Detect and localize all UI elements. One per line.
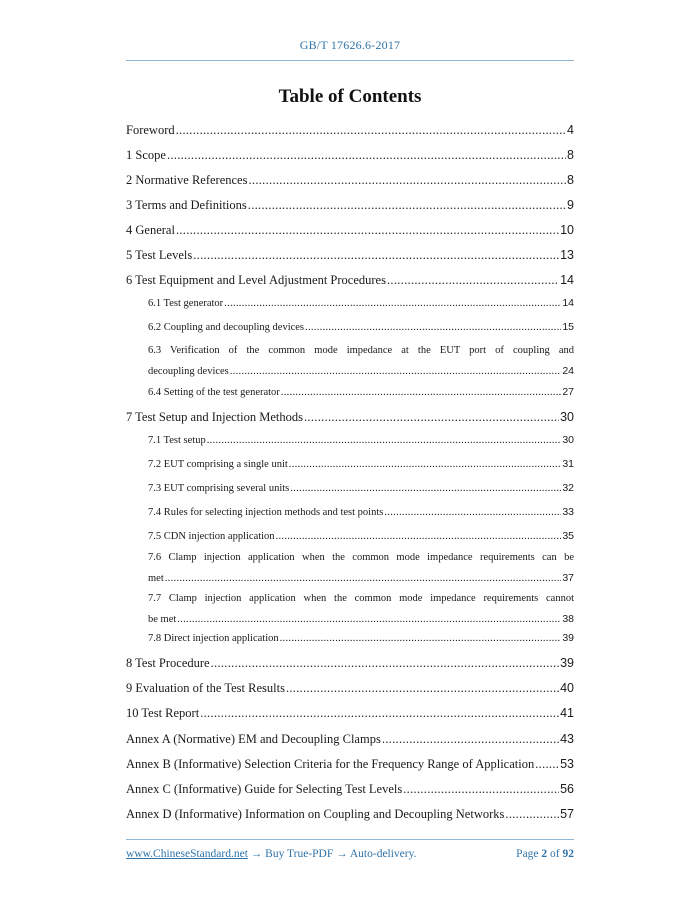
toc-page-number: 33 (562, 506, 574, 518)
leader-dots (290, 483, 561, 494)
toc-page-number: 41 (560, 706, 574, 720)
toc-entry-title: 4 General (126, 223, 175, 237)
page-title: Table of Contents (278, 86, 422, 107)
toc-entry-title: 7.1 Test setup (148, 435, 206, 446)
toc-entry-terms-definitions[interactable] (126, 198, 574, 213)
toc-entry-normative-references[interactable] (126, 173, 574, 188)
toc-entry-title: Foreword (126, 123, 175, 137)
leader-dots (248, 173, 566, 188)
footer-left (126, 848, 417, 860)
arrow-right-icon: → (336, 848, 348, 860)
leader-dots (384, 507, 561, 518)
toc-page-number: 39 (562, 632, 574, 644)
leader-dots (167, 148, 566, 163)
toc-entry-foreword[interactable] (126, 123, 574, 138)
auto-delivery-text: Auto-delivery. (349, 848, 417, 860)
leader-dots (281, 387, 562, 398)
toc-entry-7-4[interactable] (126, 506, 574, 518)
leader-dots (176, 123, 566, 138)
toc-entry-7-8[interactable] (126, 632, 574, 644)
toc-entry-title: Annex A (Normative) EM and Decoupling Clamps (126, 732, 381, 746)
toc-entry-title: 6.2 Coupling and decoupling devices (148, 322, 305, 333)
toc-entry-scope[interactable] (126, 148, 574, 163)
toc-entry-annex-a[interactable] (126, 732, 574, 747)
leader-dots (276, 531, 562, 542)
toc-entry-title: 7.5 CDN injection application (148, 531, 275, 542)
toc-entry-annex-b[interactable] (126, 757, 574, 772)
toc-entry-title: 7.2 EUT comprising a single unit (148, 459, 288, 470)
toc-entry-title: 9 Evaluation of the Test Results (126, 681, 285, 695)
toc-entry-test-levels[interactable] (126, 248, 574, 263)
toc-page-number: 24 (562, 365, 574, 377)
toc-entry-7-6[interactable] (148, 548, 574, 589)
toc-page-number: 15 (562, 321, 574, 333)
leader-dots (387, 273, 559, 288)
toc-entry-title: 6 Test Equipment and Level Adjustment Procedures (126, 273, 386, 287)
toc-entry-7-5[interactable] (126, 530, 574, 542)
leader-dots (165, 569, 562, 589)
toc-page-number: 56 (560, 782, 574, 796)
toc-entry-evaluation[interactable] (126, 681, 574, 696)
toc-entry-general[interactable] (126, 223, 574, 238)
toc-page-number: 35 (562, 530, 574, 542)
toc-entry-title: 10 Test Report (126, 706, 200, 720)
toc-page-number: 30 (562, 434, 574, 446)
toc-entry-title-line1: 6.3 Verification of the common mode impedance at the EUT port of coupling and (148, 345, 574, 356)
toc-entry-title: Annex D (Informative) Information on Coupling and Decoupling Networks (126, 807, 505, 821)
toc-entry-6-3[interactable] (148, 341, 574, 382)
toc-page-number: 40 (560, 681, 574, 695)
leader-dots (289, 459, 562, 470)
website-link[interactable]: www.ChineseStandard.net (126, 848, 248, 860)
toc-page-number: 53 (560, 757, 574, 771)
toc-entry-title: 7 Test Setup and Injection Methods (126, 410, 303, 424)
toc-entry-title: 8 Test Procedure (126, 656, 210, 670)
toc-entry-7-1[interactable] (126, 434, 574, 446)
page-indicator (516, 848, 574, 860)
toc-entry-title: 7.4 Rules for selecting injection methods and test points (148, 507, 384, 518)
toc-entry-title-continued: decoupling devices (148, 366, 229, 377)
toc-entry-title-line2 (148, 361, 574, 382)
toc-entry-title: 1 Scope (126, 148, 166, 162)
toc-page-number: 10 (560, 223, 574, 237)
toc-page-number: 13 (560, 248, 574, 262)
toc-entry-7-2[interactable] (126, 458, 574, 470)
leader-dots (403, 782, 559, 797)
toc-page-number: 30 (560, 410, 574, 424)
page-label: Page (516, 848, 539, 860)
toc-entry-annex-c[interactable] (126, 782, 574, 797)
leader-dots (304, 410, 559, 425)
header-rule (126, 60, 574, 61)
toc-entry-7-3[interactable] (126, 482, 574, 494)
toc-page-number: 37 (562, 572, 574, 584)
toc-page-number: 31 (562, 458, 574, 470)
leader-dots (177, 610, 561, 630)
toc-entry-title-continued: be met (148, 614, 177, 625)
toc-entry-title: 6.1 Test generator (148, 298, 224, 309)
leader-dots (176, 223, 559, 238)
toc-page-number: 8 (567, 148, 574, 162)
toc-page-number: 14 (560, 273, 574, 287)
buy-pdf-link[interactable]: Buy True-PDF (265, 848, 334, 860)
leader-dots (200, 706, 559, 721)
leader-dots (382, 732, 559, 747)
toc-entry-title: 7.3 EUT comprising several units (148, 483, 290, 494)
current-page-number: 2 (541, 848, 548, 860)
total-pages: 92 (562, 848, 574, 860)
toc-entry-title: 6.4 Setting of the test generator (148, 387, 280, 398)
toc-entry-title: 3 Terms and Definitions (126, 198, 247, 212)
toc-page-number: 8 (567, 173, 574, 187)
toc-page-number: 9 (567, 198, 574, 212)
arrow-right-icon: → (250, 848, 263, 860)
toc-page-number: 27 (562, 386, 574, 398)
toc-page-number: 57 (560, 807, 574, 821)
leader-dots (505, 807, 559, 822)
leader-dots (230, 362, 562, 382)
toc-entry-title-line2 (148, 568, 574, 589)
toc-page-number: 4 (567, 123, 574, 137)
document-header: GB/T 17626.6-2017 (299, 38, 401, 52)
toc-entry-test-equipment[interactable] (126, 273, 574, 288)
toc-entry-title: 5 Test Levels (126, 248, 193, 262)
toc-entry-7-7[interactable] (148, 589, 574, 630)
toc-entry-6-4[interactable] (126, 386, 574, 398)
toc-entry-title-continued: met (148, 573, 164, 584)
leader-dots (224, 298, 561, 309)
footer-rule (126, 839, 574, 840)
leader-dots (211, 656, 560, 671)
leader-dots (286, 681, 559, 696)
toc-page-number: 39 (560, 656, 574, 670)
toc-entry-6-2[interactable] (126, 321, 574, 333)
leader-dots (305, 322, 561, 333)
toc-page-number: 32 (562, 482, 574, 494)
leader-dots (193, 248, 559, 263)
toc-entry-title: Annex B (Informative) Selection Criteria for the Frequency Range of Application (126, 757, 535, 771)
toc-page-number: 43 (560, 732, 574, 746)
toc-entry-annex-d[interactable] (126, 807, 574, 822)
leader-dots (248, 198, 566, 213)
toc-entry-title: 7.8 Direct injection application (148, 633, 279, 644)
toc-entry-test-procedure[interactable] (126, 656, 574, 671)
leader-dots (280, 633, 562, 644)
toc-page-number: 14 (562, 297, 574, 309)
toc-entry-test-report[interactable] (126, 706, 574, 721)
toc-page-number: 38 (562, 613, 574, 625)
leader-dots (535, 757, 559, 772)
toc-entry-6-1[interactable] (126, 297, 574, 309)
toc-entry-title-line1: 7.6 Clamp injection application when the common mode impedance requirements can be (148, 552, 574, 563)
toc-entry-test-setup[interactable] (126, 410, 574, 425)
of-label: of (550, 848, 560, 860)
toc-entry-title: 2 Normative References (126, 173, 248, 187)
leader-dots (207, 435, 562, 446)
toc-entry-title-line1: 7.7 Clamp injection application when the common mode impedance requirements cannot (148, 593, 574, 604)
toc-entry-title-line2 (148, 609, 574, 630)
page-footer (126, 848, 574, 860)
toc-entry-title: Annex C (Informative) Guide for Selecting Test Levels (126, 782, 403, 796)
